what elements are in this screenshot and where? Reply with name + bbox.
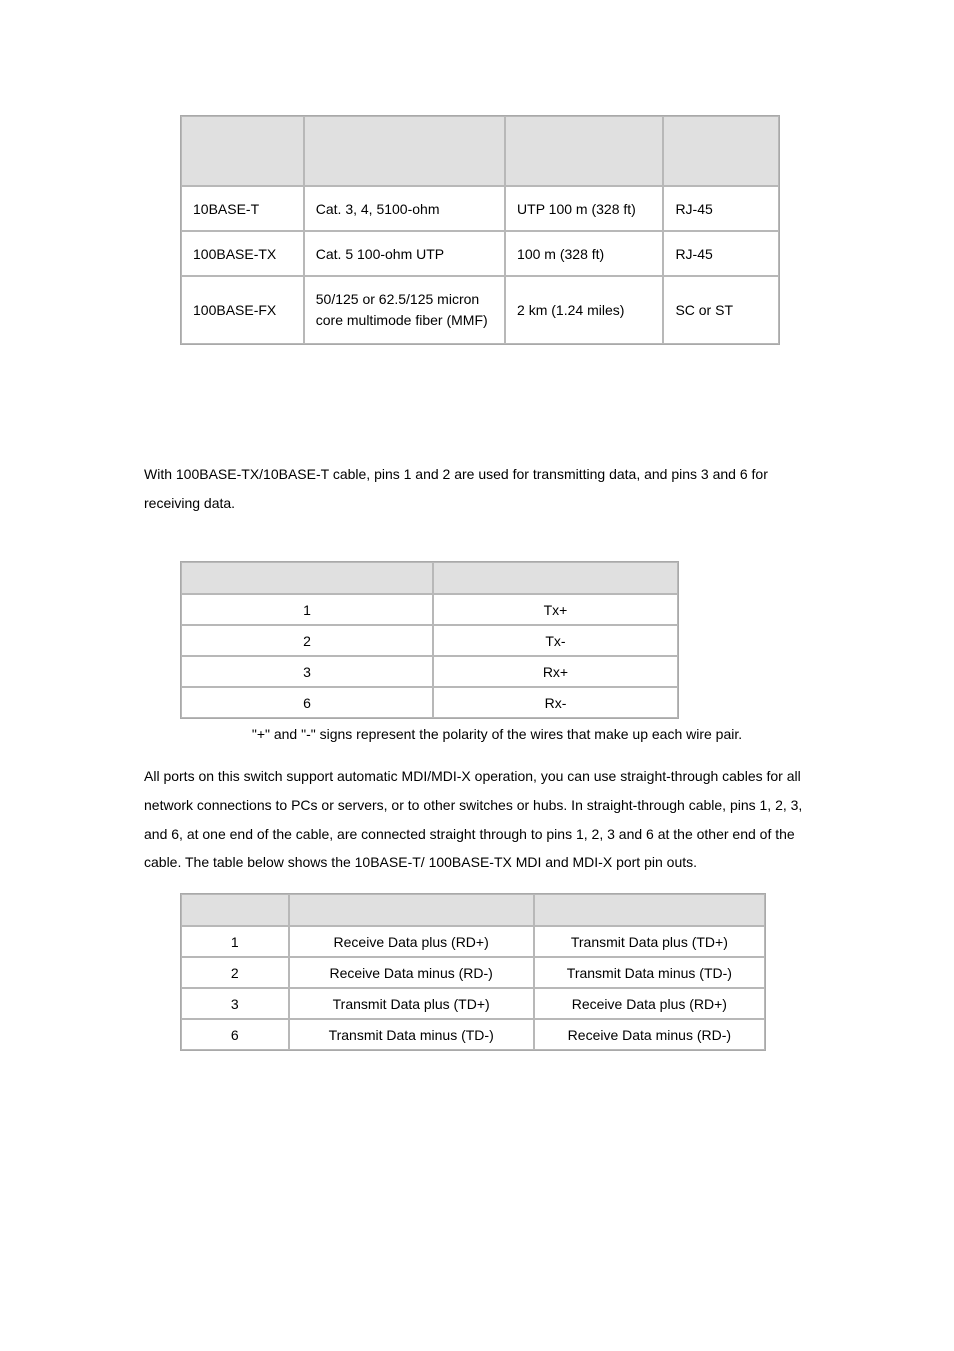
mdix-signal-cell: Receive Data plus (RD+) <box>534 988 765 1019</box>
cable-medium-cell: 50/125 or 62.5/125 micron core multimode fiber (MMF) <box>304 276 505 344</box>
mdi-signal-cell: Transmit Data plus (TD+) <box>289 988 534 1019</box>
header-cell <box>181 894 289 926</box>
pin-number-cell: 2 <box>181 957 289 988</box>
pin-assignment-table <box>180 561 679 719</box>
table-header-row <box>181 116 779 186</box>
polarity-note: "+" and "-" signs represent the polarity of the wires that make up each wire pair. <box>251 726 743 742</box>
table-header-row <box>181 562 678 594</box>
mdi-pinout-table <box>180 893 766 1051</box>
table-row <box>181 276 779 344</box>
connector-cell: RJ-45 <box>663 231 779 276</box>
pin-number-cell: 1 <box>181 926 289 957</box>
connector-cell: RJ-45 <box>663 186 779 231</box>
pin-signal-cell: Tx- <box>433 625 678 656</box>
mdi-signal-cell: Transmit Data minus (TD-) <box>289 1019 534 1050</box>
pin-number-cell: 6 <box>181 687 433 718</box>
mdi-signal-cell: Receive Data plus (RD+) <box>289 926 534 957</box>
header-cell <box>304 116 505 186</box>
cable-type-cell: 100BASE-FX <box>181 276 304 344</box>
pin-number-cell: 6 <box>181 1019 289 1050</box>
pin-number-cell: 2 <box>181 625 433 656</box>
table-row <box>181 926 765 957</box>
table-row <box>181 186 779 231</box>
pin-signal-cell: Rx+ <box>433 656 678 687</box>
table-row <box>181 988 765 1019</box>
table-row <box>181 594 678 625</box>
table-row <box>181 625 678 656</box>
table-header-row <box>181 894 765 926</box>
table-row <box>181 656 678 687</box>
mdix-signal-cell: Transmit Data minus (TD-) <box>534 957 765 988</box>
table-row <box>181 231 779 276</box>
cable-distance-cell: 100 m (328 ft) <box>505 231 663 276</box>
table-row <box>181 1019 765 1050</box>
mdix-signal-cell: Transmit Data plus (TD+) <box>534 926 765 957</box>
pin-number-cell: 1 <box>181 594 433 625</box>
header-cell <box>289 894 534 926</box>
cable-medium-cell: Cat. 3, 4, 5100-ohm <box>304 186 505 231</box>
table-row <box>181 687 678 718</box>
pin-number-cell: 3 <box>181 656 433 687</box>
table-row <box>181 957 765 988</box>
header-cell <box>663 116 779 186</box>
cable-medium-cell: Cat. 5 100-ohm UTP <box>304 231 505 276</box>
cable-type-cell: 100BASE-TX <box>181 231 304 276</box>
header-cell <box>181 116 304 186</box>
mdi-description-paragraph: All ports on this switch support automatic MDI/MDI-X operation, you can use straight-through cables for all network connections to PCs or servers, or to other switches or hubs. In straight-through cable, pins 1, 2, 3, and 6, at one end of the cable, are connected straight through to pins 1, 2, 3 and 6 at the other end of the cable. The table below shows the 10BASE-T/ 100BASE-TX MDI and MDI-X port pin outs. <box>144 768 803 871</box>
header-cell <box>181 562 433 594</box>
connector-cell: SC or ST <box>663 276 779 344</box>
cable-type-cell: 10BASE-T <box>181 186 304 231</box>
mdix-signal-cell: Receive Data minus (RD-) <box>534 1019 765 1050</box>
cable-spec-table <box>180 115 780 345</box>
mdi-signal-cell: Receive Data minus (RD-) <box>289 957 534 988</box>
pin-usage-paragraph: With 100BASE-TX/10BASE-T cable, pins 1 and 2 are used for transmitting data, and pins 3 and 6 for receiving data. <box>144 466 768 511</box>
pin-signal-cell: Rx- <box>433 687 678 718</box>
header-cell <box>505 116 663 186</box>
pin-number-cell: 3 <box>181 988 289 1019</box>
pin-signal-cell: Tx+ <box>433 594 678 625</box>
header-cell <box>433 562 678 594</box>
header-cell <box>534 894 765 926</box>
cable-distance-cell: UTP 100 m (328 ft) <box>505 186 663 231</box>
cable-distance-cell: 2 km (1.24 miles) <box>505 276 663 344</box>
